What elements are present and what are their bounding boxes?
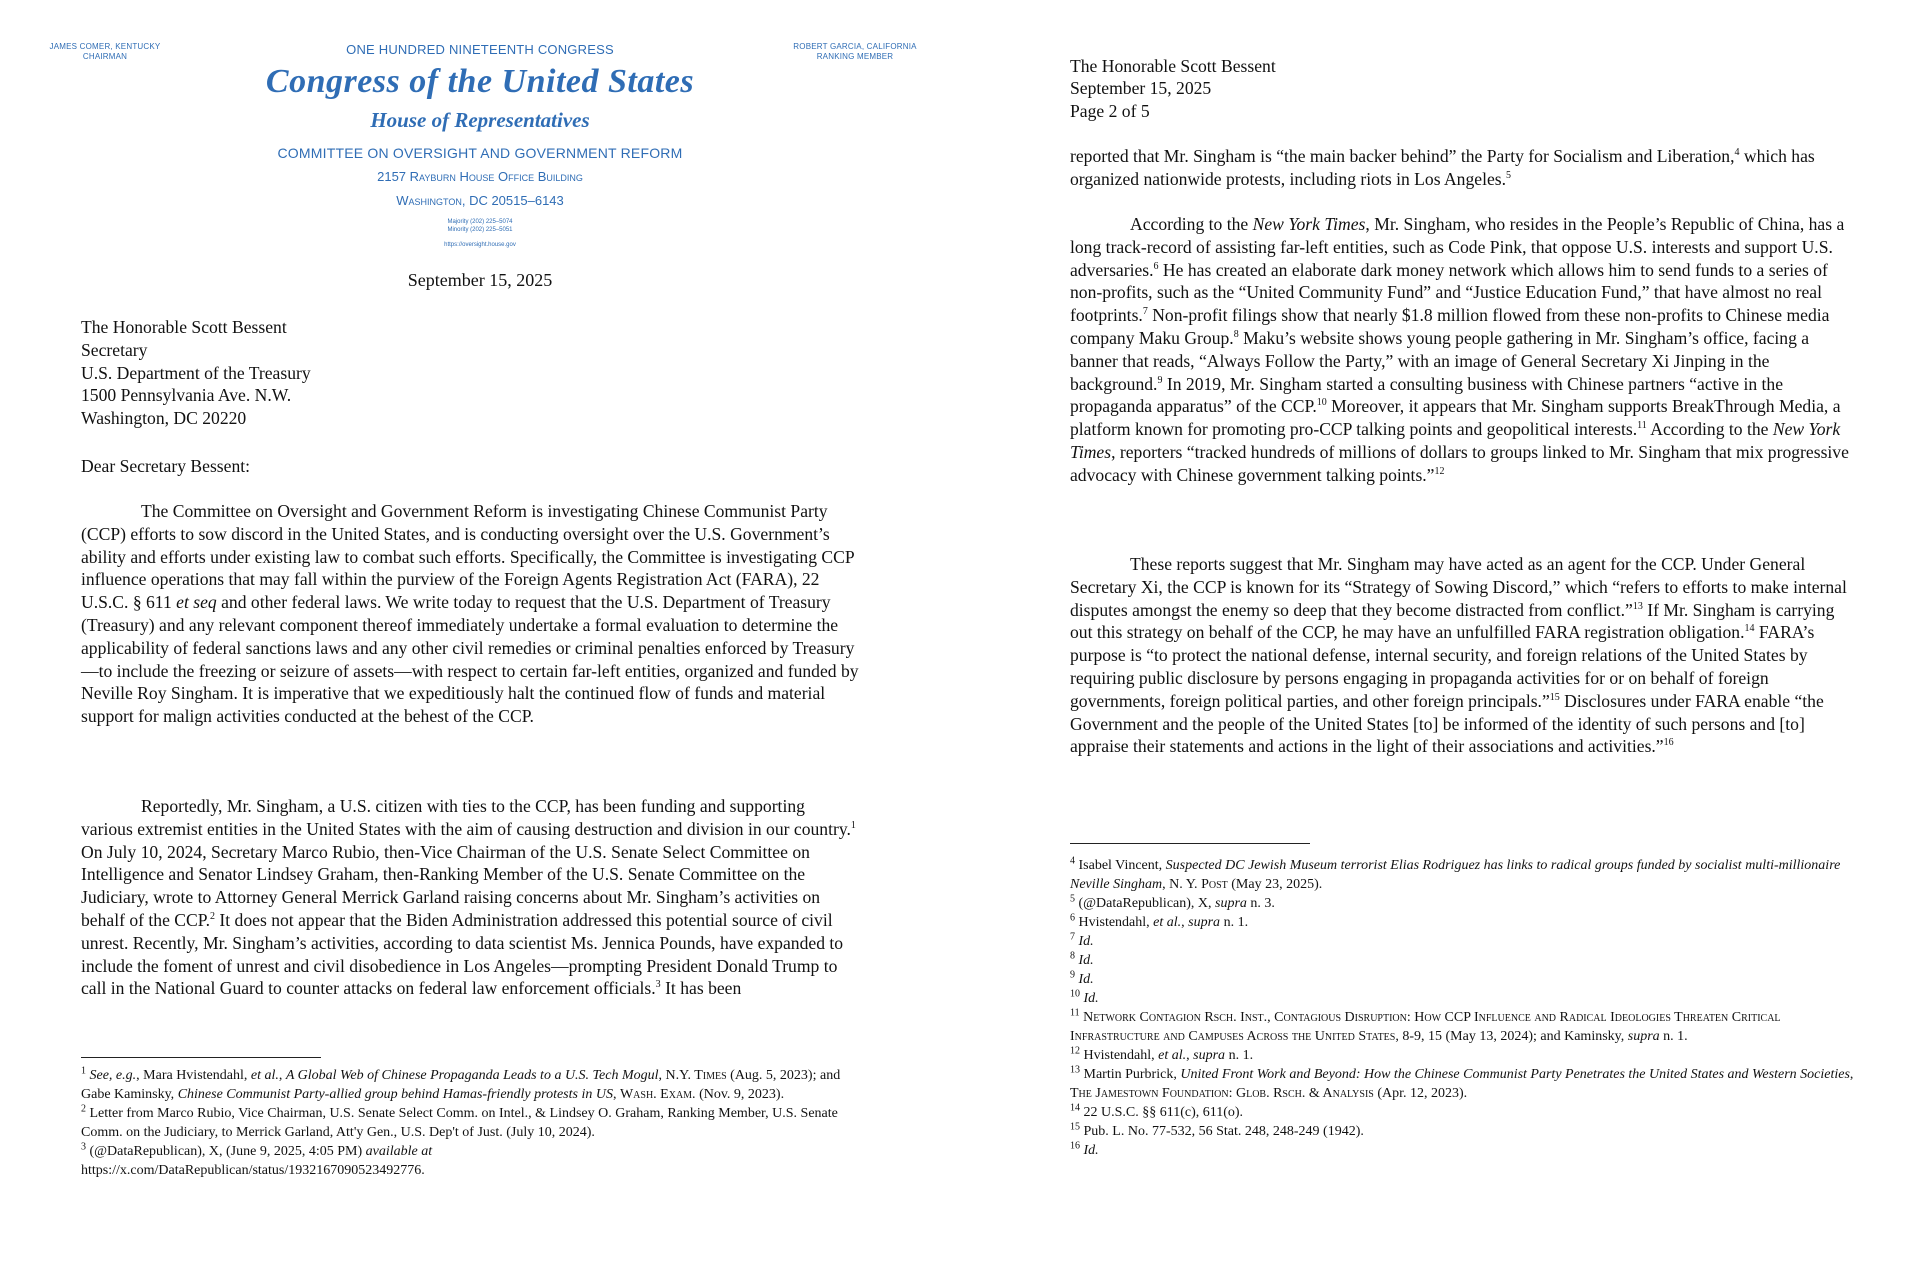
page-2-header-name: The Honorable Scott Bessent bbox=[1070, 56, 1276, 76]
recipient-department: U.S. Department of the Treasury bbox=[81, 362, 311, 383]
fn1-b: , Mara Hvistendahl, bbox=[136, 1068, 251, 1083]
footnote-11 bbox=[1070, 1008, 1860, 1046]
p2b-a: According to the bbox=[1130, 214, 1253, 234]
footnote-8 bbox=[1070, 951, 1860, 970]
footnote-divider-page-2 bbox=[1070, 843, 1310, 844]
congress-number: ONE HUNDRED NINETEENTH CONGRESS bbox=[346, 42, 614, 57]
footnote-4-number: 4 bbox=[1070, 855, 1075, 867]
page-2-header-page-number: Page 2 of 5 bbox=[1070, 100, 1150, 121]
fn5-b: supra bbox=[1215, 896, 1247, 911]
fn5-c: n. 3. bbox=[1246, 896, 1275, 911]
footnote-1-number: 1 bbox=[81, 1065, 86, 1077]
fn11-d: n. 1. bbox=[1659, 1029, 1688, 1044]
ranking-member-block bbox=[780, 42, 930, 62]
fn6-c: , bbox=[1181, 915, 1189, 930]
recipient-city: Washington, DC 20220 bbox=[81, 408, 247, 429]
p2b-g: Moreover, it appears that Mr. Singham supports BreakThrough Media, a platform known for promoting pro-CCP talking points and geopolitical interests. bbox=[1070, 396, 1841, 440]
p2c-c: FARA’s purpose is “to protect the national defense, internal security, and foreign relations of the United States by requiring public disclosure by persons engaging in propaganda activities for or on behalf of foreign governments, foreign political parties, and other foreign principals.” bbox=[1070, 622, 1815, 711]
fn6-a: Hvistendahl, bbox=[1075, 915, 1154, 930]
footnote-ref-11[interactable]: 11 bbox=[1637, 420, 1647, 432]
p2b-f: In 2019, Mr. Singham started a consulting business with Chinese partners “active in the propaganda apparatus” of the CCP. bbox=[1070, 373, 1784, 417]
p2c-d: Disclosures under FARA enable “the Government and the people of the United States [to] be informed of the identity of such persons and [to] appraise their statements and actions in the light of their associations and activities.” bbox=[1070, 690, 1824, 757]
fn10-text: Id. bbox=[1083, 991, 1099, 1006]
p2b-nyt1: New York Times bbox=[1252, 214, 1366, 234]
footnote-ref-6[interactable]: 6 bbox=[1153, 260, 1159, 272]
footnotes-page-2 bbox=[1070, 856, 1860, 1160]
footnote-ref-1[interactable]: 1 bbox=[850, 819, 856, 831]
chairman-name: JAMES COMER, KENTUCKY bbox=[49, 42, 161, 51]
fn1-d: , bbox=[278, 1068, 286, 1083]
fn1-j: Wash. Exam. bbox=[619, 1087, 696, 1102]
fn4-e: (May 23, 2025). bbox=[1227, 877, 1323, 892]
fn4-b: Suspected DC Jewish Museum terrorist Elias Rodriguez has links to radical groups funded by socialist multi-millionaire Neville Singham bbox=[1070, 858, 1841, 892]
ranking-member-name: ROBERT GARCIA, CALIFORNIA bbox=[793, 42, 917, 51]
fn6-e: n. 1. bbox=[1220, 915, 1249, 930]
footnote-6 bbox=[1070, 913, 1860, 932]
footnote-7 bbox=[1070, 932, 1860, 951]
fn13-d: The Jamestown Foundation: Glob. Rsch. & Analysis bbox=[1070, 1086, 1374, 1101]
footnote-13-number: 13 bbox=[1070, 1064, 1080, 1076]
phone-numbers bbox=[230, 218, 730, 234]
fn15-text: Pub. L. No. 77-532, 56 Stat. 248, 248-249 (1942). bbox=[1080, 1124, 1364, 1139]
salutation: Dear Secretary Bessent: bbox=[81, 456, 251, 476]
footnote-11-number: 11 bbox=[1070, 1007, 1080, 1019]
footnote-13 bbox=[1070, 1065, 1860, 1103]
p2-text-d: It has been bbox=[660, 978, 742, 999]
fn13-e: (Apr. 12, 2023). bbox=[1373, 1086, 1468, 1101]
fn6-b: et al. bbox=[1153, 915, 1182, 930]
committee-name: COMMITTEE ON OVERSIGHT AND GOVERNMENT REFORM bbox=[277, 145, 683, 161]
footnote-ref-8[interactable]: 8 bbox=[1233, 329, 1239, 341]
committee-address-line1: 2157 Rayburn House Office Building bbox=[377, 169, 583, 184]
footnote-9-number: 9 bbox=[1070, 969, 1075, 981]
footnote-2 bbox=[81, 1104, 866, 1142]
phone-minority: Minority (202) 225–5051 bbox=[447, 227, 513, 233]
p2c-a: These reports suggest that Mr. Singham may have acted as an agent for the CCP. Under General Secretary Xi, the CCP is known for its “Strategy of Sowing Discord,” which “refers to efforts to make internal disputes amongst the enemy so deep that they become distracted from conflict.” bbox=[1070, 554, 1847, 620]
footnote-14 bbox=[1070, 1103, 1860, 1122]
footnote-8-number: 8 bbox=[1070, 950, 1075, 962]
fn7-text: Id. bbox=[1078, 934, 1094, 949]
footnote-15-number: 15 bbox=[1070, 1121, 1080, 1133]
p2-text-a: Reportedly, Mr. Singham, a U.S. citizen with ties to the CCP, has been funding and supporting various extremist entities in the United States with the aim of causing destruction and division in our country. bbox=[81, 796, 851, 839]
p2a-text-b: which has organized nationwide protests, including riots in Los Angeles. bbox=[1070, 146, 1815, 189]
footnote-4 bbox=[1070, 856, 1860, 894]
footnote-ref-9[interactable]: 9 bbox=[1157, 374, 1163, 386]
paragraph-1 bbox=[81, 500, 861, 728]
fn4-d: Post bbox=[1201, 877, 1228, 892]
p2c-b: If Mr. Singham is carrying out this strategy on behalf of the CCP, he may have an unfulfilled FARA registration obligation. bbox=[1070, 599, 1835, 643]
footnotes-page-1 bbox=[81, 1066, 866, 1180]
letter-date: September 15, 2025 bbox=[407, 270, 553, 290]
fn11-c: supra bbox=[1627, 1029, 1660, 1044]
fn13-a: Martin Purbrick, bbox=[1080, 1067, 1181, 1082]
footnote-1 bbox=[81, 1066, 866, 1104]
p2b-c: He has created an elaborate dark money network which allows him to send funds to a series of non-profits, such as the “United Community Fund” and “Justice Education Fund,” that have almost no real footprints. bbox=[1070, 259, 1828, 326]
chairman-title: CHAIRMAN bbox=[82, 52, 128, 61]
fn5-a: (@DataRepublican), X, bbox=[1075, 896, 1216, 911]
fn1-h: Chinese Communist Party-allied group behind Hamas-friendly protests in US bbox=[177, 1087, 613, 1102]
footnote-3 bbox=[81, 1142, 866, 1180]
footnote-ref-16[interactable]: 16 bbox=[1663, 737, 1674, 749]
fn1-i: , bbox=[612, 1087, 620, 1102]
fn1-e: A Global Web of Chinese Propaganda Leads to a U.S. Tech Mogul bbox=[285, 1068, 659, 1083]
footnote-ref-3[interactable]: 3 bbox=[655, 979, 661, 991]
footnote-2-number: 2 bbox=[81, 1103, 86, 1115]
fn4-a: Isabel Vincent, bbox=[1075, 858, 1166, 873]
letterhead-house: House of Representatives bbox=[370, 108, 590, 132]
fn1-f: , N.Y. Times bbox=[658, 1068, 727, 1083]
p2-text-c: It does not appear that the Biden Administration addressed this potential source of civil unrest. Recently, Mr. Singham’s activities, according to data scientist Ms. Jennica Pounds, have expanded to include the foment of unrest and civil disobedience in Los Angeles—prompting President Donald Trump to call in the National Guard to counter attacks on federal law enforcement officials. bbox=[81, 909, 844, 999]
p1-text-b: et seq bbox=[176, 592, 217, 613]
p1-text-a: The Committee on Oversight and Government Reform is investigating Chinese Communist Party (CCP) efforts to sow discord in the United States, and is conducting oversight over the U.S. Government’s ability and efforts under existing law to combat such efforts. Specifically, the Committee is investigating CCP influence operations that may fall within the purview of the Foreign Agents Registration Act (FARA), 22 U.S.C. § 611 bbox=[81, 501, 855, 613]
footnote-15 bbox=[1070, 1122, 1860, 1141]
footnote-10 bbox=[1070, 989, 1860, 1008]
paragraph-2 bbox=[81, 795, 861, 1000]
phone-majority: Majority (202) 225–5074 bbox=[447, 219, 513, 225]
fn3-b: available at bbox=[365, 1144, 433, 1159]
letterhead-title: Congress of the United States bbox=[265, 63, 695, 100]
fn1-g: (Aug. 5, 2023); and Gabe Kaminsky, bbox=[81, 1068, 841, 1102]
footnote-12-number: 12 bbox=[1070, 1045, 1080, 1057]
chairman-block bbox=[30, 42, 180, 62]
footnote-ref-13[interactable]: 13 bbox=[1632, 600, 1643, 612]
fn12-d: supra bbox=[1193, 1048, 1226, 1063]
footnote-ref-15[interactable]: 15 bbox=[1549, 691, 1560, 703]
fn11-b: , 8-9, 15 (May 13, 2024); and Kaminsky, bbox=[1395, 1029, 1628, 1044]
footnote-7-number: 7 bbox=[1070, 931, 1075, 943]
fn2-text: Letter from Marco Rubio, Vice Chairman, U.S. Senate Select Comm. on Intel., & Lindsey O. Graham, Ranking Member, U.S. Senate Comm. on the Judiciary, to Merrick Garland, Att'y Gen., U.S. Dep't of Just. (July 10, 2024). bbox=[81, 1106, 838, 1140]
footnote-6-number: 6 bbox=[1070, 912, 1075, 924]
footnote-16-number: 16 bbox=[1070, 1140, 1080, 1152]
p2b-b: , Mr. Singham, who resides in the People’s Republic of China, has a long track-record of assisting far-left entities, such as Code Pink, that oppose U.S. interests and support U.S. adversaries. bbox=[1070, 214, 1845, 280]
page-2-paragraph-fara bbox=[1070, 553, 1860, 758]
p2b-h: According to the bbox=[1646, 419, 1773, 440]
footnote-ref-10[interactable]: 10 bbox=[1316, 397, 1327, 409]
fn1-a: See, e.g. bbox=[89, 1068, 137, 1083]
footnote-ref-5[interactable]: 5 bbox=[1506, 169, 1512, 181]
page-2-header-date: September 15, 2025 bbox=[1070, 78, 1212, 99]
fn12-b: et al. bbox=[1158, 1048, 1187, 1063]
footnote-ref-12[interactable]: 12 bbox=[1434, 465, 1445, 477]
fn1-c: et al. bbox=[250, 1068, 279, 1083]
footnote-3-number: 3 bbox=[81, 1141, 86, 1153]
p1-text-c: and other federal laws. We write today to request that the U.S. Department of Treasury (Treasury) and any relevant component thereof immediately undertake a formal evaluation to determine the applicability of federal sanctions laws and any other civil remedies or criminal penalties enforced by Treasury—to include the freezing or seizure of assets—with respect to certain far-left entities, organized and funded by Neville Roy Singham. It is imperative that we expeditiously halt the continued flow of funds and material support for malign activities conducted at the behest of the CCP. bbox=[81, 592, 859, 727]
p2b-i: , reporters “tracked hundreds of millions of dollars to groups linked to Mr. Singham that mix progressive advocacy with Chinese government talking points.” bbox=[1070, 441, 1849, 485]
fn1-k: (Nov. 9, 2023). bbox=[695, 1087, 785, 1102]
footnote-ref-7[interactable]: 7 bbox=[1142, 306, 1148, 318]
footnote-10-number: 10 bbox=[1070, 988, 1080, 1000]
fn9-text: Id. bbox=[1078, 972, 1094, 987]
footnote-14-number: 14 bbox=[1070, 1102, 1080, 1114]
ranking-member-title: RANKING MEMBER bbox=[816, 52, 894, 61]
fn16-text: Id. bbox=[1083, 1143, 1099, 1158]
p2a-text-a: reported that Mr. Singham is “the main backer behind” the Party for Socialism and Liberation, bbox=[1070, 146, 1735, 166]
footnote-divider bbox=[81, 1057, 321, 1058]
p2b-d: Non-profit filings show that nearly $1.8 million flowed from these non-profits to Chinese media company Maku Group. bbox=[1070, 305, 1830, 348]
fn8-text: Id. bbox=[1078, 953, 1094, 968]
fn4-c: , N. Y. bbox=[1162, 877, 1202, 892]
committee-url: https://oversight.house.gov bbox=[444, 242, 516, 248]
fn12-e: n. 1. bbox=[1225, 1048, 1254, 1063]
footnote-ref-14[interactable]: 14 bbox=[1744, 623, 1755, 635]
fn11-a: Network Contagion Rsch. Inst., Contagious Disruption: How CCP Influence and Radical Ideologies Threaten Critical Infrastructure and Campuses Across the United States bbox=[1070, 1010, 1781, 1044]
page-2-paragraph-continued bbox=[1070, 145, 1860, 191]
footnote-ref-2[interactable]: 2 bbox=[210, 911, 216, 923]
p2b-nyt2: New York Times bbox=[1070, 419, 1841, 462]
recipient-title: Secretary bbox=[81, 339, 148, 360]
footnote-12 bbox=[1070, 1046, 1860, 1065]
recipient-address bbox=[81, 316, 581, 430]
recipient-name: The Honorable Scott Bessent bbox=[81, 317, 287, 337]
fn13-c: , bbox=[1849, 1067, 1854, 1082]
recipient-street: 1500 Pennsylvania Ave. N.W. bbox=[81, 385, 292, 406]
fn12-c: , bbox=[1186, 1048, 1194, 1063]
fn13-b: United Front Work and Beyond: How the Chinese Communist Party Penetrates the United States and Western Societies bbox=[1180, 1067, 1850, 1082]
footnote-9 bbox=[1070, 970, 1860, 989]
fn6-d: supra bbox=[1188, 915, 1221, 930]
fn3-link[interactable]: https://x.com/DataRepublican/status/1932167090523492776. bbox=[81, 1163, 425, 1178]
fn14-text: 22 U.S.C. §§ 611(c), 611(o). bbox=[1080, 1105, 1244, 1120]
page-2-header bbox=[1070, 55, 1276, 122]
footnote-ref-4[interactable]: 4 bbox=[1734, 147, 1740, 159]
footnote-5-number: 5 bbox=[1070, 893, 1075, 905]
p2b-e: Maku’s website shows young people gathering in Mr. Singham’s office, facing a banner that reads, “Always Follow the Party,” with an image of General Secretary Xi Jinping in the background. bbox=[1070, 327, 1810, 394]
fn12-a: Hvistendahl, bbox=[1080, 1048, 1159, 1063]
page-2-paragraph-nyt bbox=[1070, 213, 1860, 487]
footnote-16 bbox=[1070, 1141, 1860, 1160]
committee-address-line2: Washington, DC 20515–6143 bbox=[396, 193, 564, 208]
fn3-a: (@DataRepublican), X, (June 9, 2025, 4:05 PM) bbox=[86, 1144, 366, 1159]
p2-text-b: On July 10, 2024, Secretary Marco Rubio, then-Vice Chairman of the U.S. Senate Select Committee on Intelligence and Senator Lindsey Graham, then-Ranking Member of the U.S. Senate Committee on the Judiciary, wrote to Attorney General Merrick Garland raising concerns about Mr. Singham’s activities on behalf of the CCP. bbox=[81, 841, 821, 930]
footnote-5 bbox=[1070, 894, 1860, 913]
